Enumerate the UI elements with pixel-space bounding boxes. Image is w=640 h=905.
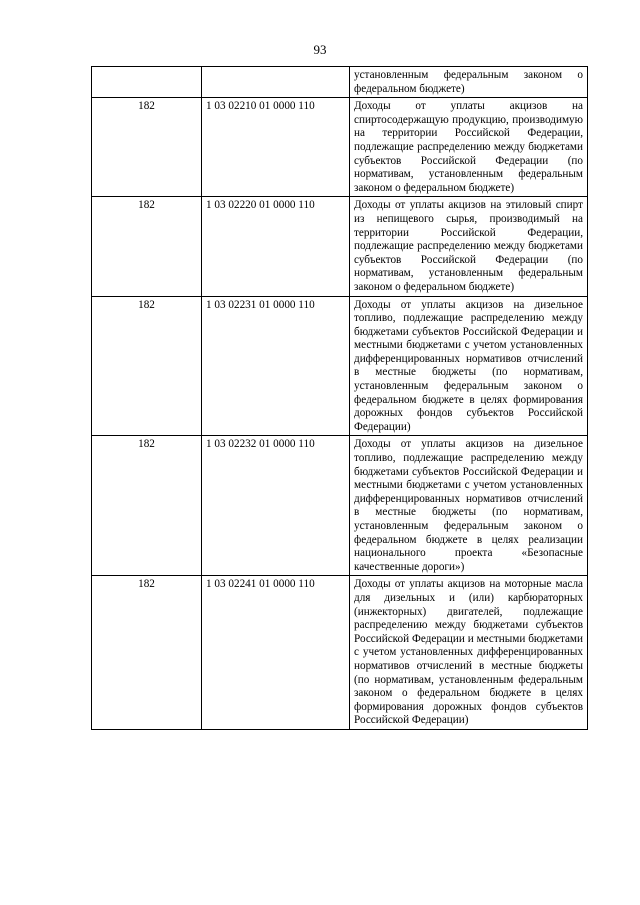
revenue-name-cell (350, 67, 588, 98)
revenue-name-text: Доходы от уплаты акцизов на моторные масла для дизельных и (или) карбюраторных (инжекторных) двигателей, подлежащие распределению между бюджетами субъектов Российской Федерации и местными бюджетами с учетом установленных дифференцированных нормативов отчислений в местные бюджеты (по нормативам, установленным федеральным законом о федеральном бюджете в целях формирования дорожных фондов субъектов Российской Федерации) (354, 578, 583, 727)
admin-code-cell (92, 67, 202, 98)
table-row (92, 67, 588, 98)
page-number: 93 (313, 42, 327, 57)
admin-code-cell: 182 (92, 436, 202, 576)
revenue-name-text: Доходы от уплаты акцизов на дизельное топливо, подлежащие распределению между бюджетами субъектов Российской Федерации и местными бюджетами с учетом установленных дифференцированных нормативов отчислений в местные бюджеты (по нормативам, установленным федеральным законом о федеральном бюджете в целях реализации национального проекта «Безопасные качественные дороги») (354, 438, 583, 573)
budget-code-cell: 1 03 02210 01 0000 110 (202, 98, 350, 197)
revenue-codes-table (91, 66, 588, 730)
admin-code-cell: 182 (92, 576, 202, 730)
revenue-name-cell (350, 197, 588, 296)
budget-code-cell: 1 03 02241 01 0000 110 (202, 576, 350, 730)
budget-code-cell: 1 03 02231 01 0000 110 (202, 296, 350, 436)
table-row (92, 197, 588, 296)
admin-code-cell: 182 (92, 98, 202, 197)
table-row (92, 98, 588, 197)
revenue-name-cell (350, 576, 588, 730)
revenue-name-cell (350, 296, 588, 436)
revenue-name-text: Доходы от уплаты акцизов на спиртосодержащую продукцию, производимую на территории Российской Федерации, подлежащие распределению между бюджетами субъектов Российской Федерации (по нормативам, установленным федеральным законом о федеральном бюджете) (354, 100, 583, 194)
revenue-name-text: Доходы от уплаты акцизов на дизельное топливо, подлежащие распределению между бюджетами субъектов Российской Федерации и местными бюджетами с учетом установленных дифференцированных нормативов отчислений в местные бюджеты (по нормативам, установленным федеральным законом о федеральном бюджете в целях формирования дорожных фондов субъектов Российской Федерации) (354, 298, 583, 433)
table-row (92, 436, 588, 576)
table-row (92, 296, 588, 436)
revenue-name-cell (350, 436, 588, 576)
revenue-name-text: Доходы от уплаты акцизов на этиловый спирт из непищевого сырья, производимый на территории Российской Федерации, подлежащие распределению между бюджетами субъектов Российской Федерации (по нормативам, установленным федеральным законом о федеральном бюджете) (354, 199, 583, 293)
budget-code-cell: 1 03 02220 01 0000 110 (202, 197, 350, 296)
revenue-name-cell (350, 98, 588, 197)
table-row (92, 576, 588, 730)
budget-code-cell: 1 03 02232 01 0000 110 (202, 436, 350, 576)
admin-code-cell: 182 (92, 296, 202, 436)
revenue-name-text: установленным федеральным законом о федеральном бюджете) (354, 69, 583, 95)
budget-code-cell (202, 67, 350, 98)
admin-code-cell: 182 (92, 197, 202, 296)
